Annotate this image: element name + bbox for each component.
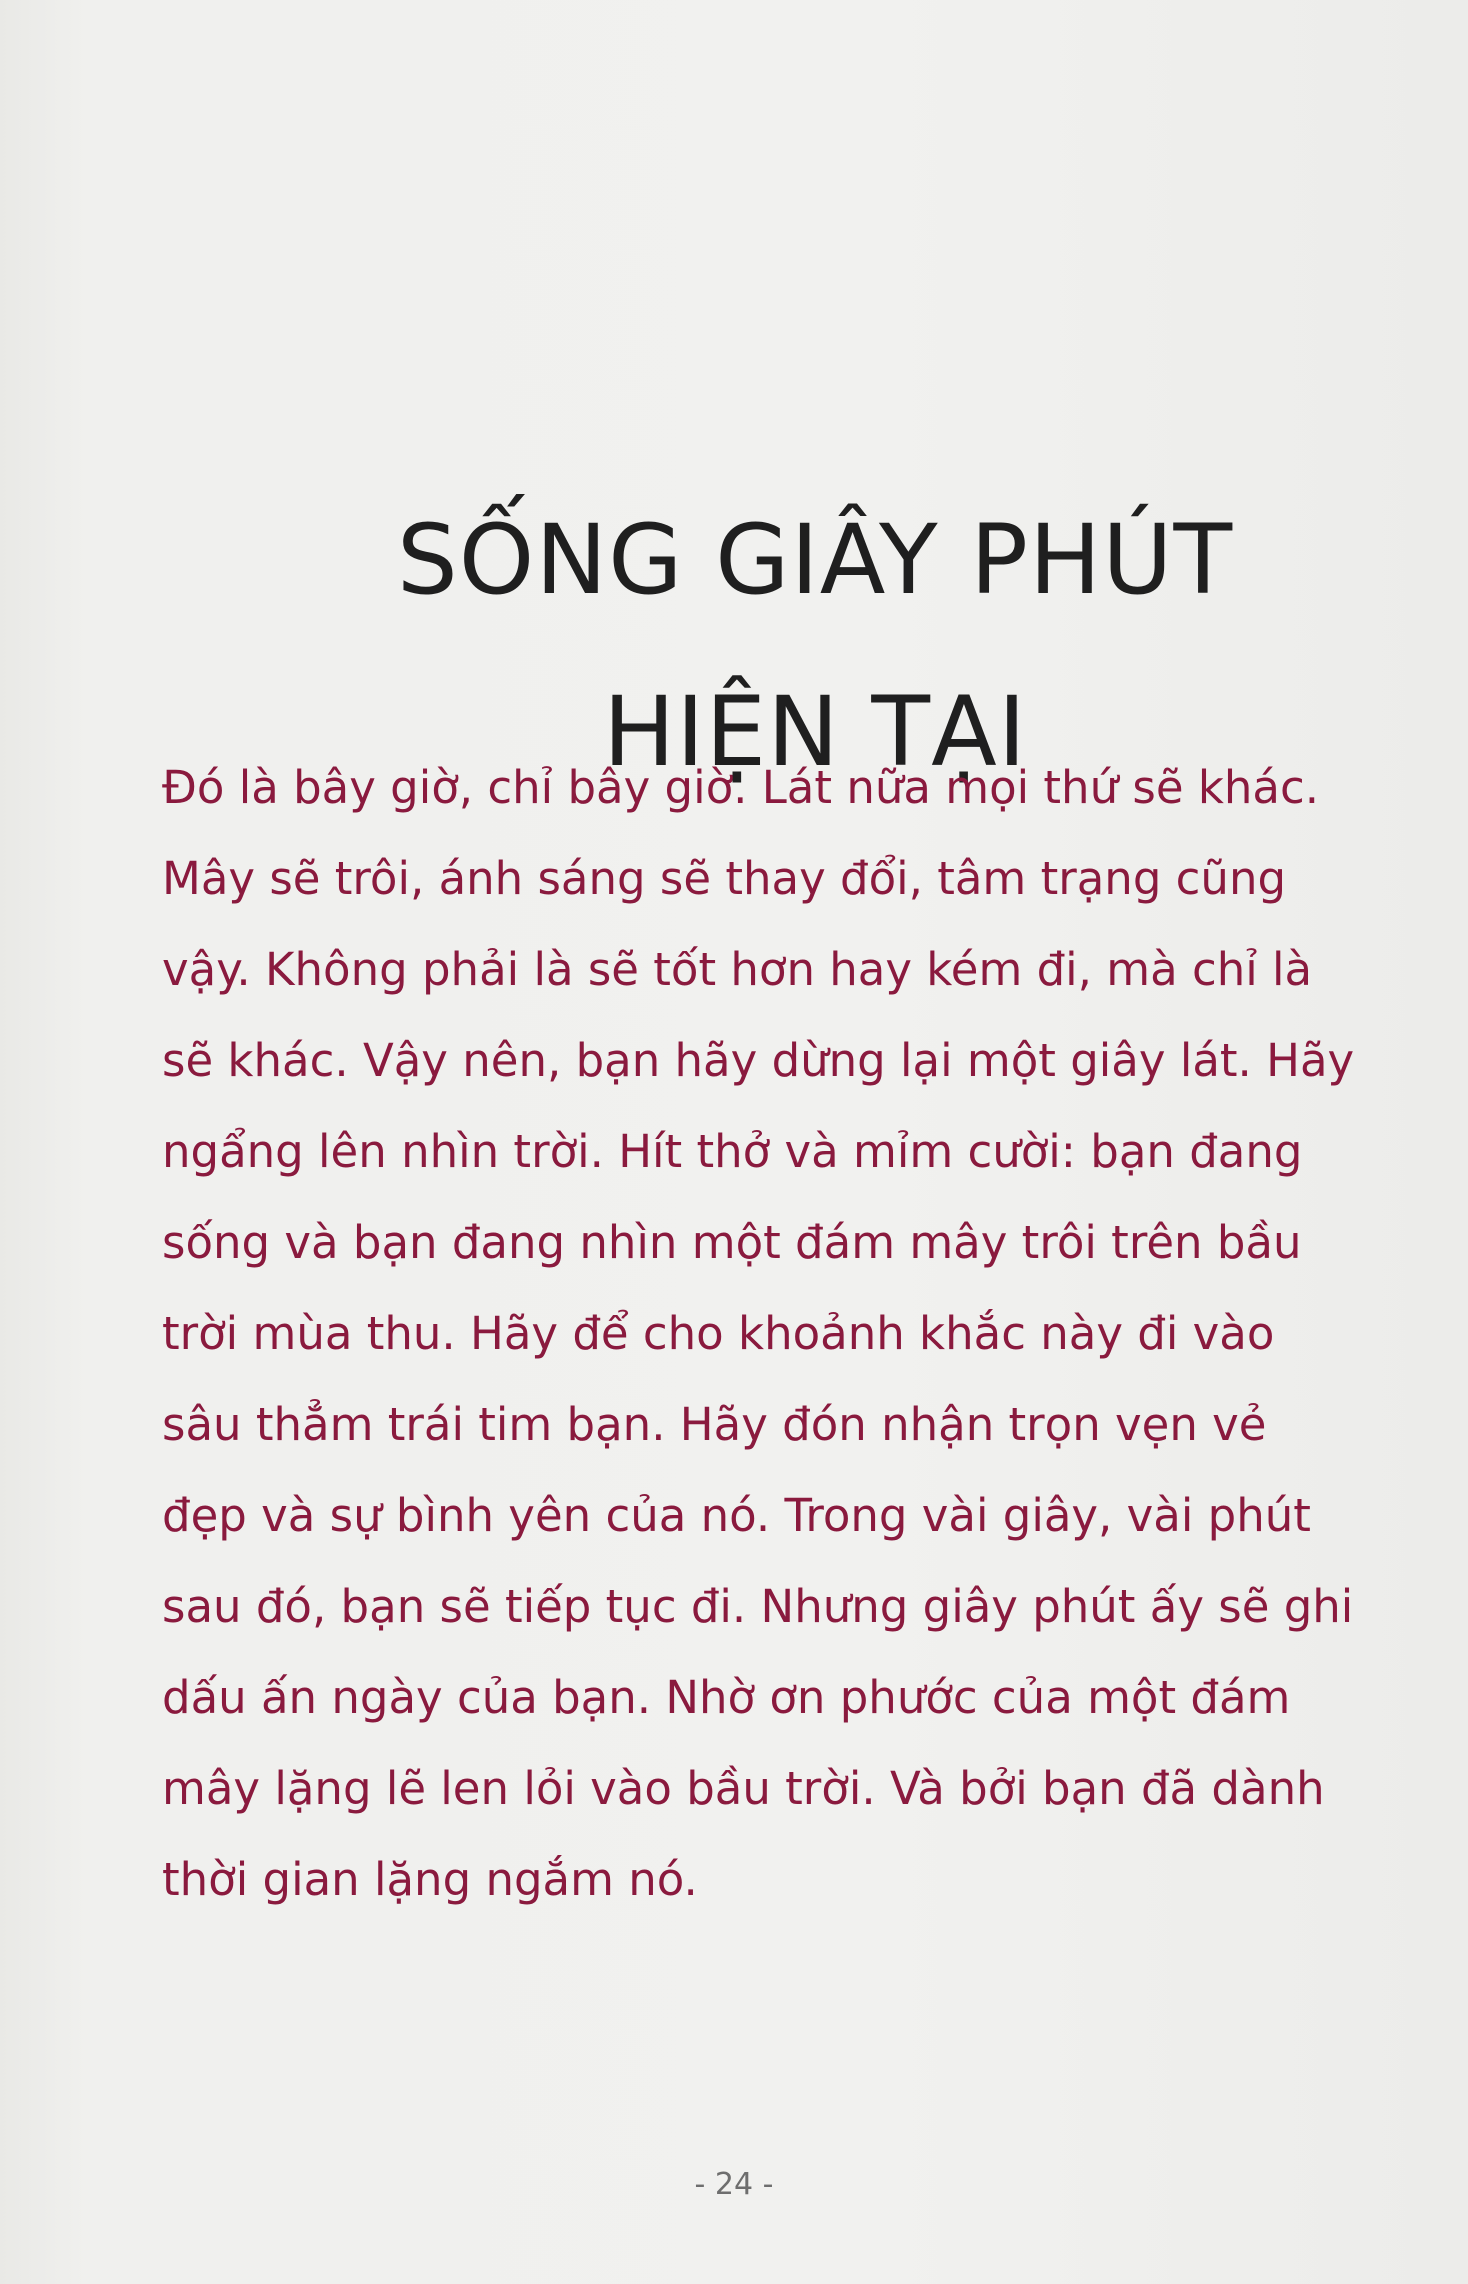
page-number: - 24 - <box>694 2167 774 2202</box>
body-line: vậy. Không phải là sẽ tốt hơn hay kém đi, mà chỉ là <box>162 943 1313 996</box>
body-line: Đó là bây giờ, chỉ bây giờ. Lát nữa mọi thứ sẽ khác. <box>162 761 1320 814</box>
body-line: dấu ấn ngày của bạn. Nhờ ơn phước của một đám <box>162 1671 1291 1724</box>
body-line: thời gian lặng ngắm nó. <box>162 1853 698 1906</box>
body-line: sẽ khác. Vậy nên, bạn hãy dừng lại một giây lát. Hãy <box>162 1034 1355 1087</box>
body-line: sống và bạn đang nhìn một đám mây trôi trên bầu <box>162 1216 1302 1269</box>
body-line: sâu thẳm trái tim bạn. Hãy đón nhận trọn vẹn vẻ <box>162 1398 1267 1451</box>
body-line: mây lặng lẽ len lỏi vào bầu trời. Và bởi bạn đã dành <box>162 1762 1325 1815</box>
body-paragraph <box>162 742 1362 1925</box>
chapter-title-line-2: HIỆN TẠI <box>602 676 1028 789</box>
chapter-title-line-1: SỐNG GIÂY PHÚT <box>396 504 1234 617</box>
body-line: Mây sẽ trôi, ánh sáng sẽ thay đổi, tâm trạng cũng <box>162 852 1287 905</box>
body-line: ngẩng lên nhìn trời. Hít thở và mỉm cười: bạn đang <box>162 1125 1303 1178</box>
body-line: đẹp và sự bình yên của nó. Trong vài giây, vài phút <box>162 1489 1311 1542</box>
body-line: sau đó, bạn sẽ tiếp tục đi. Nhưng giây phút ấy sẽ ghi <box>162 1580 1354 1633</box>
body-line: trời mùa thu. Hãy để cho khoảnh khắc này đi vào <box>162 1307 1275 1360</box>
